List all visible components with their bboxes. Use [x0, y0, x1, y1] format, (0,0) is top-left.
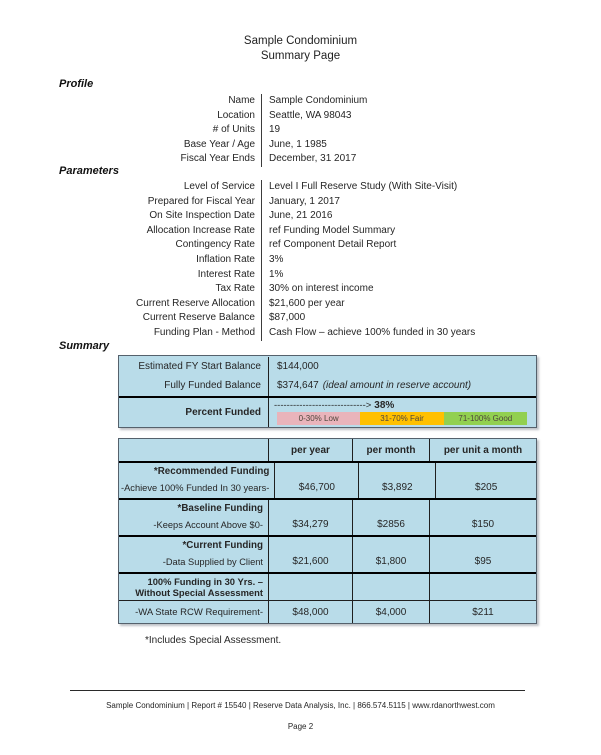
field-label: # of Units [212, 124, 255, 136]
field-label: Level of Service [183, 181, 255, 192]
field-label: Location [217, 109, 255, 121]
funding-label-cell [119, 537, 268, 572]
parameter-row-interest-rate [0, 268, 601, 283]
field-label: Inflation Rate [196, 253, 255, 265]
funding-special-title: 100% Funding in 30 Yrs. – Without Special Assessment [135, 576, 263, 598]
scale-segment-good: 71-100% Good [444, 412, 527, 425]
funding-value-per-unit: $150 [429, 500, 536, 535]
parameters-list [0, 180, 601, 341]
funding-subtitle: -Achieve 100% Funded In 30 years- [121, 483, 270, 493]
funding-value-per-year: $48,000 [268, 601, 352, 623]
table-row-fy-start-balance [119, 356, 536, 375]
funding-row-baseline [119, 498, 536, 535]
funding-row-recommended [119, 461, 536, 498]
row-label: Fully Funded Balance [164, 380, 261, 391]
funding-value-per-unit: $95 [429, 537, 536, 572]
field-label: Funding Plan - Method [153, 326, 255, 338]
field-value: $87,000 [261, 311, 601, 326]
summary-heading: Summary [59, 340, 110, 352]
field-value: Cash Flow – achieve 100% funded in 30 years [261, 326, 601, 341]
funding-value-per-month: $1,800 [352, 537, 429, 572]
funded-scale-bar [277, 412, 527, 425]
field-value: Sample Condominium [261, 94, 601, 109]
field-value: December, 31 2017 [261, 152, 601, 167]
page-title-line1: Sample Condominium [243, 35, 358, 47]
percent-funded-cell [268, 398, 536, 427]
parameter-row-inflation-rate [0, 253, 601, 268]
header-cell-per-year: per year [268, 439, 352, 461]
field-value: $21,600 per year [261, 297, 601, 312]
footnote: *Includes Special Assessment. [145, 635, 282, 646]
funding-subtitle: -Data Supplied by Client [162, 557, 263, 567]
row-value [268, 357, 536, 375]
field-label: On Site Inspection Date [149, 210, 255, 222]
funding-table-header [119, 439, 536, 461]
field-value: Seattle, WA 98043 [261, 109, 601, 124]
funding-value-per-year: $21,600 [268, 537, 352, 572]
field-value: January, 1 2017 [261, 195, 601, 210]
parameters-heading: Parameters [59, 165, 119, 177]
row-label: Percent Funded [185, 407, 261, 418]
funding-row-special-title [119, 572, 536, 600]
funding-title: *Recommended Funding [153, 466, 270, 477]
empty-cell [352, 574, 429, 600]
scale-segment-fair: 31-70% Fair [360, 412, 443, 425]
parameter-row-tax-rate [0, 282, 601, 297]
balance-note: (ideal amount in reserve account) [322, 380, 472, 391]
field-value: ref Component Detail Report [261, 238, 601, 253]
table-row-fully-funded-balance [119, 375, 536, 396]
field-label: Contingency Rate [175, 239, 255, 251]
funding-options-table [118, 438, 537, 624]
balance-amount: $144,000 [277, 360, 319, 372]
profile-heading: Profile [59, 78, 94, 90]
header-cell-per-unit: per unit a month [429, 439, 536, 461]
field-value: 19 [261, 123, 601, 138]
profile-list [0, 94, 601, 167]
parameter-row-inspection-date [0, 209, 601, 224]
footer-info: Sample Condominium | Report # 15540 | Reserve Data Analysis, Inc. | 866.574.5115 | www.rdanorthwest.com [106, 701, 495, 710]
empty-cell [429, 574, 536, 600]
funding-title: *Baseline Funding [177, 503, 263, 514]
profile-row-name [0, 94, 601, 109]
funding-label-cell [119, 500, 268, 535]
field-label: Base Year / Age [183, 138, 255, 150]
funding-subtitle: -WA State RCW Requirement- [135, 606, 263, 618]
field-value: 30% on interest income [261, 282, 601, 297]
percent-funded-value: 38% [374, 400, 395, 411]
profile-row-location [0, 109, 601, 124]
table-row-percent-funded [119, 396, 536, 427]
parameter-row-funding-plan [0, 326, 601, 341]
field-label: Fiscal Year Ends [180, 153, 255, 165]
funding-value-per-month: $4,000 [352, 601, 429, 623]
field-label: Tax Rate [215, 283, 255, 295]
funding-title: *Current Funding [182, 540, 263, 551]
balance-summary-table [118, 355, 537, 428]
funding-value-per-unit: $211 [429, 601, 536, 623]
funding-label-cell [119, 463, 274, 498]
field-label: Prepared for Fiscal Year [147, 195, 255, 207]
funding-value-per-year: $34,279 [268, 500, 352, 535]
parameter-row-current-allocation [0, 297, 601, 312]
arrow-dashes: -----------------------------> [274, 400, 372, 411]
empty-cell [268, 574, 352, 600]
funding-value-per-month: $3,892 [358, 463, 435, 498]
percent-funded-indicator [274, 400, 536, 411]
field-value: Level I Full Reserve Study (With Site-Visit) [261, 180, 601, 195]
footer-divider [70, 690, 525, 691]
scale-segment-low: 0-30% Low [277, 412, 360, 425]
field-label: Interest Rate [197, 268, 255, 280]
row-label: Estimated FY Start Balance [138, 360, 261, 372]
field-value: June, 1 1985 [261, 138, 601, 153]
funding-row-current [119, 535, 536, 572]
field-label: Name [228, 95, 255, 106]
funding-value-per-unit: $205 [435, 463, 536, 498]
field-label: Current Reserve Balance [142, 312, 255, 324]
funding-value-per-month: $2856 [352, 500, 429, 535]
page-title-line2: Summary Page [260, 50, 341, 62]
field-value: 1% [261, 268, 601, 283]
parameter-row-allocation-increase [0, 224, 601, 239]
profile-row-units [0, 123, 601, 138]
page-title [0, 34, 601, 64]
row-value [268, 375, 536, 396]
parameter-row-prepared-for [0, 195, 601, 210]
field-value: June, 21 2016 [261, 209, 601, 224]
funding-row-rcw-requirement [119, 600, 536, 623]
field-value: 3% [261, 253, 601, 268]
funding-subtitle: -Keeps Account Above $0- [153, 520, 263, 530]
parameter-row-contingency-rate [0, 238, 601, 253]
profile-row-base-year [0, 138, 601, 153]
funding-value-per-year: $46,700 [274, 463, 358, 498]
field-value: ref Funding Model Summary [261, 224, 601, 239]
balance-amount: $374,647 [277, 380, 319, 391]
parameter-row-level-of-service [0, 180, 601, 195]
parameter-row-current-balance [0, 311, 601, 326]
header-cell-empty [119, 439, 268, 461]
field-label: Allocation Increase Rate [146, 224, 255, 236]
field-label: Current Reserve Allocation [136, 297, 255, 309]
page-number: Page 2 [287, 722, 314, 731]
header-cell-per-month: per month [352, 439, 429, 461]
